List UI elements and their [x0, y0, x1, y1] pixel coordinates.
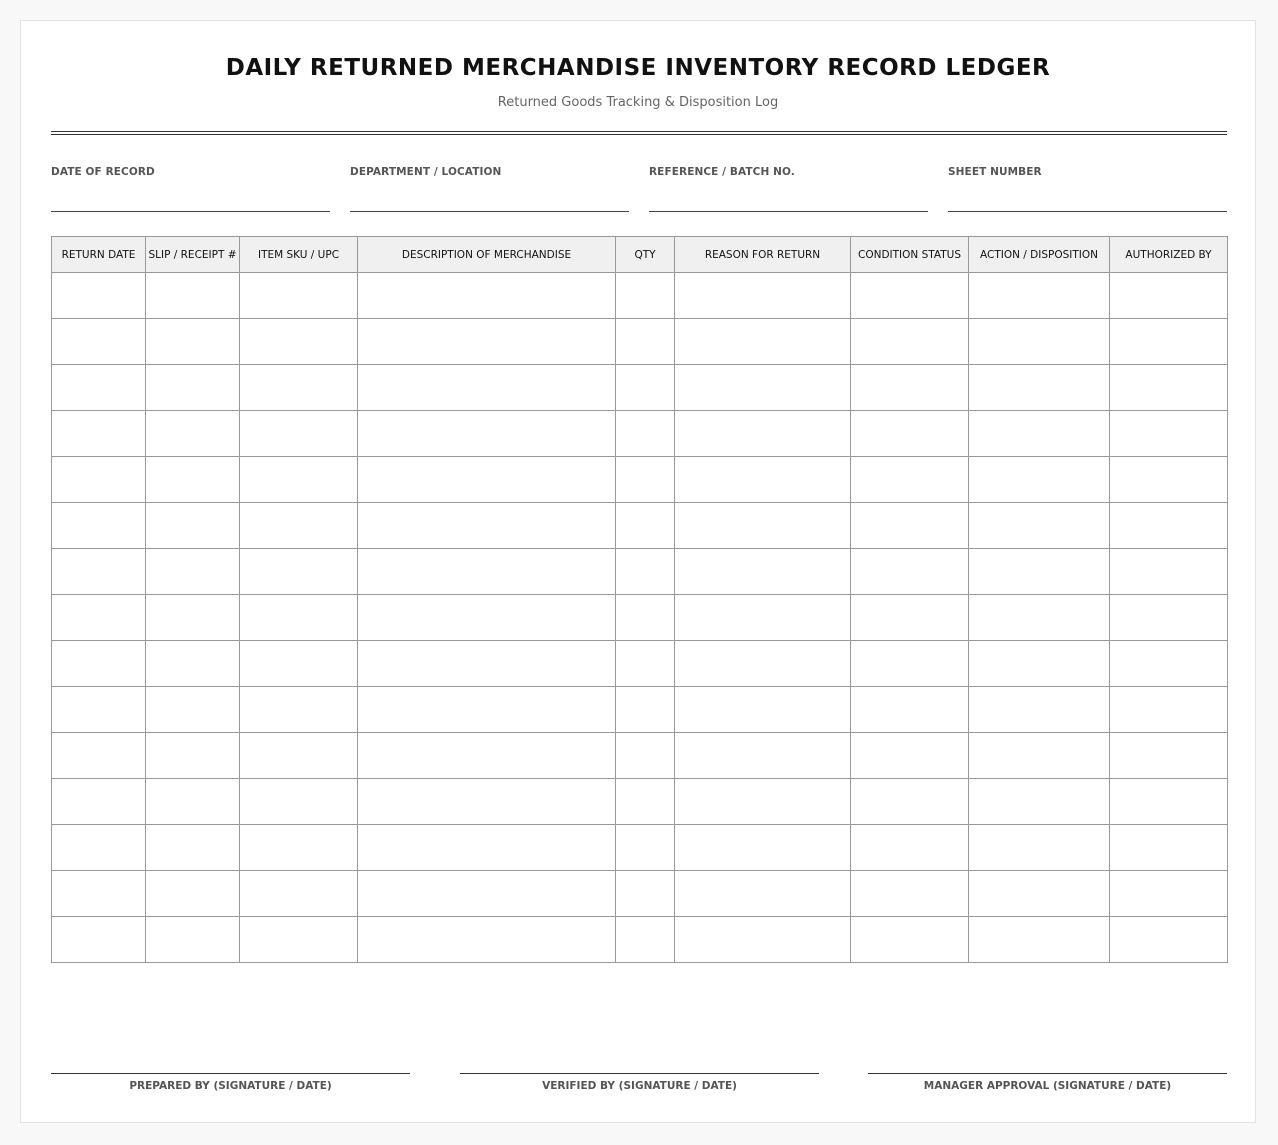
table-cell[interactable]: [675, 779, 851, 825]
date-of-record-label: DATE OF RECORD: [51, 166, 155, 178]
table-cell[interactable]: [358, 411, 616, 457]
table-cell[interactable]: [969, 549, 1110, 595]
table-cell[interactable]: [675, 457, 851, 503]
table-row: [52, 273, 1228, 319]
table-cell[interactable]: [851, 273, 969, 319]
table-cell[interactable]: [146, 733, 240, 779]
table-cell[interactable]: [240, 365, 358, 411]
table-cell[interactable]: [969, 825, 1110, 871]
table-cell[interactable]: [969, 687, 1110, 733]
table-cell[interactable]: [240, 273, 358, 319]
sheet-number-field[interactable]: [948, 166, 1227, 212]
table-cell[interactable]: [675, 319, 851, 365]
table-cell[interactable]: [675, 503, 851, 549]
table-cell[interactable]: [851, 871, 969, 917]
table-row: [52, 595, 1228, 641]
prepared-by-signature[interactable]: [51, 1073, 410, 1092]
column-header-action: ACTION / DISPOSITION: [969, 237, 1110, 273]
table-cell[interactable]: [851, 733, 969, 779]
table-cell[interactable]: [1110, 595, 1228, 641]
table-cell[interactable]: [675, 733, 851, 779]
table-cell[interactable]: [1110, 319, 1228, 365]
table-cell[interactable]: [52, 825, 146, 871]
table-cell[interactable]: [146, 365, 240, 411]
page-title: DAILY RETURNED MERCHANDISE INVENTORY RECORD LEDGER: [225, 55, 1051, 81]
table-cell[interactable]: [52, 687, 146, 733]
table-cell[interactable]: [1110, 871, 1228, 917]
table-cell[interactable]: [675, 411, 851, 457]
header-divider: [51, 131, 1227, 135]
column-header-reason: REASON FOR RETURN: [675, 237, 851, 273]
table-cell[interactable]: [616, 457, 675, 503]
table-cell[interactable]: [358, 825, 616, 871]
table-row: [52, 779, 1228, 825]
table-cell[interactable]: [240, 411, 358, 457]
table-cell[interactable]: [616, 411, 675, 457]
table-cell[interactable]: [851, 411, 969, 457]
table-cell[interactable]: [52, 319, 146, 365]
table-cell[interactable]: [851, 319, 969, 365]
table-cell[interactable]: [616, 503, 675, 549]
table-cell[interactable]: [240, 595, 358, 641]
table-cell[interactable]: [240, 917, 358, 963]
table-cell[interactable]: [616, 319, 675, 365]
table-row: [52, 641, 1228, 687]
table-cell[interactable]: [675, 825, 851, 871]
table-body: [52, 273, 1228, 963]
table-cell[interactable]: [146, 687, 240, 733]
table-cell[interactable]: [240, 871, 358, 917]
table-row: [52, 319, 1228, 365]
table-cell[interactable]: [146, 549, 240, 595]
table-cell[interactable]: [851, 825, 969, 871]
manager-approval-label: MANAGER APPROVAL (SIGNATURE / DATE): [923, 1080, 1172, 1092]
table-cell[interactable]: [969, 595, 1110, 641]
table-cell[interactable]: [616, 365, 675, 411]
table-cell[interactable]: [616, 641, 675, 687]
table-cell[interactable]: [1110, 457, 1228, 503]
table-cell[interactable]: [851, 503, 969, 549]
returns-ledger-table: [51, 236, 1228, 963]
table-cell[interactable]: [616, 871, 675, 917]
column-header-authorized-by: AUTHORIZED BY: [1110, 237, 1228, 273]
table-cell[interactable]: [616, 687, 675, 733]
table-row: [52, 365, 1228, 411]
table-row: [52, 457, 1228, 503]
table-cell[interactable]: [358, 319, 616, 365]
table-cell[interactable]: [851, 779, 969, 825]
table-cell[interactable]: [616, 917, 675, 963]
ledger-sheet: [20, 20, 1256, 1123]
table-cell[interactable]: [358, 457, 616, 503]
table-cell[interactable]: [969, 503, 1110, 549]
table-cell[interactable]: [1110, 917, 1228, 963]
column-header-item-sku: ITEM SKU / UPC: [240, 237, 358, 273]
table-cell[interactable]: [616, 825, 675, 871]
table-cell[interactable]: [969, 641, 1110, 687]
column-header-qty: QTY: [616, 237, 675, 273]
table-cell[interactable]: [146, 825, 240, 871]
table-cell[interactable]: [675, 871, 851, 917]
table-row: [52, 503, 1228, 549]
table-cell[interactable]: [851, 687, 969, 733]
table-cell[interactable]: [851, 595, 969, 641]
table-cell[interactable]: [675, 273, 851, 319]
table-cell[interactable]: [240, 503, 358, 549]
table-cell[interactable]: [358, 595, 616, 641]
table-cell[interactable]: [851, 549, 969, 595]
table-cell[interactable]: [969, 917, 1110, 963]
table-cell[interactable]: [969, 733, 1110, 779]
table-cell[interactable]: [969, 273, 1110, 319]
table-cell[interactable]: [240, 733, 358, 779]
table-cell[interactable]: [675, 595, 851, 641]
date-of-record-field[interactable]: [51, 166, 330, 212]
table-cell[interactable]: [969, 365, 1110, 411]
table-header-row: [52, 237, 1228, 273]
table-cell[interactable]: [240, 457, 358, 503]
table-cell[interactable]: [146, 273, 240, 319]
table-row: [52, 733, 1228, 779]
table-cell[interactable]: [1110, 273, 1228, 319]
table-cell[interactable]: [52, 917, 146, 963]
table-cell[interactable]: [358, 365, 616, 411]
table-cell[interactable]: [358, 641, 616, 687]
table-cell[interactable]: [146, 411, 240, 457]
table-cell[interactable]: [240, 549, 358, 595]
table-cell[interactable]: [52, 595, 146, 641]
table-cell[interactable]: [969, 411, 1110, 457]
table-cell[interactable]: [1110, 641, 1228, 687]
table-cell[interactable]: [146, 457, 240, 503]
table-cell[interactable]: [52, 779, 146, 825]
table-cell[interactable]: [240, 825, 358, 871]
table-row: [52, 549, 1228, 595]
column-header-return-date: RETURN DATE: [52, 237, 146, 273]
table-cell[interactable]: [851, 457, 969, 503]
table-cell[interactable]: [240, 319, 358, 365]
table-cell[interactable]: [1110, 503, 1228, 549]
reference-batch-label: REFERENCE / BATCH NO.: [649, 166, 795, 178]
table-cell[interactable]: [851, 917, 969, 963]
table-cell[interactable]: [240, 779, 358, 825]
table-cell[interactable]: [240, 687, 358, 733]
table-cell[interactable]: [675, 549, 851, 595]
table-cell[interactable]: [358, 549, 616, 595]
table-row: [52, 411, 1228, 457]
table-cell[interactable]: [1110, 365, 1228, 411]
table-cell[interactable]: [1110, 779, 1228, 825]
table-cell[interactable]: [969, 319, 1110, 365]
table-cell[interactable]: [675, 641, 851, 687]
verified-by-signature[interactable]: [460, 1073, 819, 1092]
table-row: [52, 917, 1228, 963]
table-cell[interactable]: [969, 457, 1110, 503]
manager-approval-signature[interactable]: [868, 1073, 1227, 1092]
department-location-label: DEPARTMENT / LOCATION: [350, 166, 502, 178]
table-cell[interactable]: [851, 365, 969, 411]
table-cell[interactable]: [146, 779, 240, 825]
sheet-number-label: SHEET NUMBER: [948, 166, 1042, 178]
table-cell[interactable]: [358, 917, 616, 963]
column-header-condition: CONDITION STATUS: [851, 237, 969, 273]
table-cell[interactable]: [52, 503, 146, 549]
table-cell[interactable]: [1110, 549, 1228, 595]
table-cell[interactable]: [1110, 411, 1228, 457]
table-cell[interactable]: [52, 411, 146, 457]
table-cell[interactable]: [146, 503, 240, 549]
table-cell[interactable]: [52, 273, 146, 319]
prepared-by-label: PREPARED BY (SIGNATURE / DATE): [129, 1080, 332, 1092]
table-cell[interactable]: [851, 641, 969, 687]
table-cell[interactable]: [52, 457, 146, 503]
table-cell[interactable]: [240, 641, 358, 687]
table-cell[interactable]: [146, 871, 240, 917]
table-cell[interactable]: [52, 641, 146, 687]
table-cell[interactable]: [52, 871, 146, 917]
table-cell[interactable]: [969, 871, 1110, 917]
table-row: [52, 687, 1228, 733]
page-subtitle: Returned Goods Tracking & Disposition Log: [497, 95, 779, 110]
table-cell[interactable]: [675, 365, 851, 411]
table-cell[interactable]: [675, 687, 851, 733]
table-cell[interactable]: [1110, 825, 1228, 871]
table-cell[interactable]: [616, 779, 675, 825]
table-cell[interactable]: [675, 917, 851, 963]
table-cell[interactable]: [52, 549, 146, 595]
table-cell[interactable]: [358, 503, 616, 549]
table-cell[interactable]: [146, 595, 240, 641]
table-cell[interactable]: [1110, 687, 1228, 733]
verified-by-label: VERIFIED BY (SIGNATURE / DATE): [542, 1080, 737, 1092]
table-cell[interactable]: [146, 917, 240, 963]
table-cell[interactable]: [1110, 733, 1228, 779]
reference-batch-field[interactable]: [649, 166, 928, 212]
table-cell[interactable]: [616, 549, 675, 595]
table-cell[interactable]: [358, 871, 616, 917]
table-cell[interactable]: [358, 687, 616, 733]
table-cell[interactable]: [358, 779, 616, 825]
table-cell[interactable]: [52, 733, 146, 779]
column-header-slip-receipt: SLIP / RECEIPT #: [146, 237, 240, 273]
table-cell[interactable]: [358, 733, 616, 779]
table-cell[interactable]: [52, 365, 146, 411]
department-location-field[interactable]: [350, 166, 629, 212]
table-cell[interactable]: [969, 779, 1110, 825]
table-cell[interactable]: [146, 641, 240, 687]
table-cell[interactable]: [146, 319, 240, 365]
column-header-description: DESCRIPTION OF MERCHANDISE: [358, 237, 616, 273]
table-cell[interactable]: [358, 273, 616, 319]
table-row: [52, 871, 1228, 917]
table-row: [52, 825, 1228, 871]
table-cell[interactable]: [616, 273, 675, 319]
table-cell[interactable]: [616, 595, 675, 641]
table-cell[interactable]: [616, 733, 675, 779]
